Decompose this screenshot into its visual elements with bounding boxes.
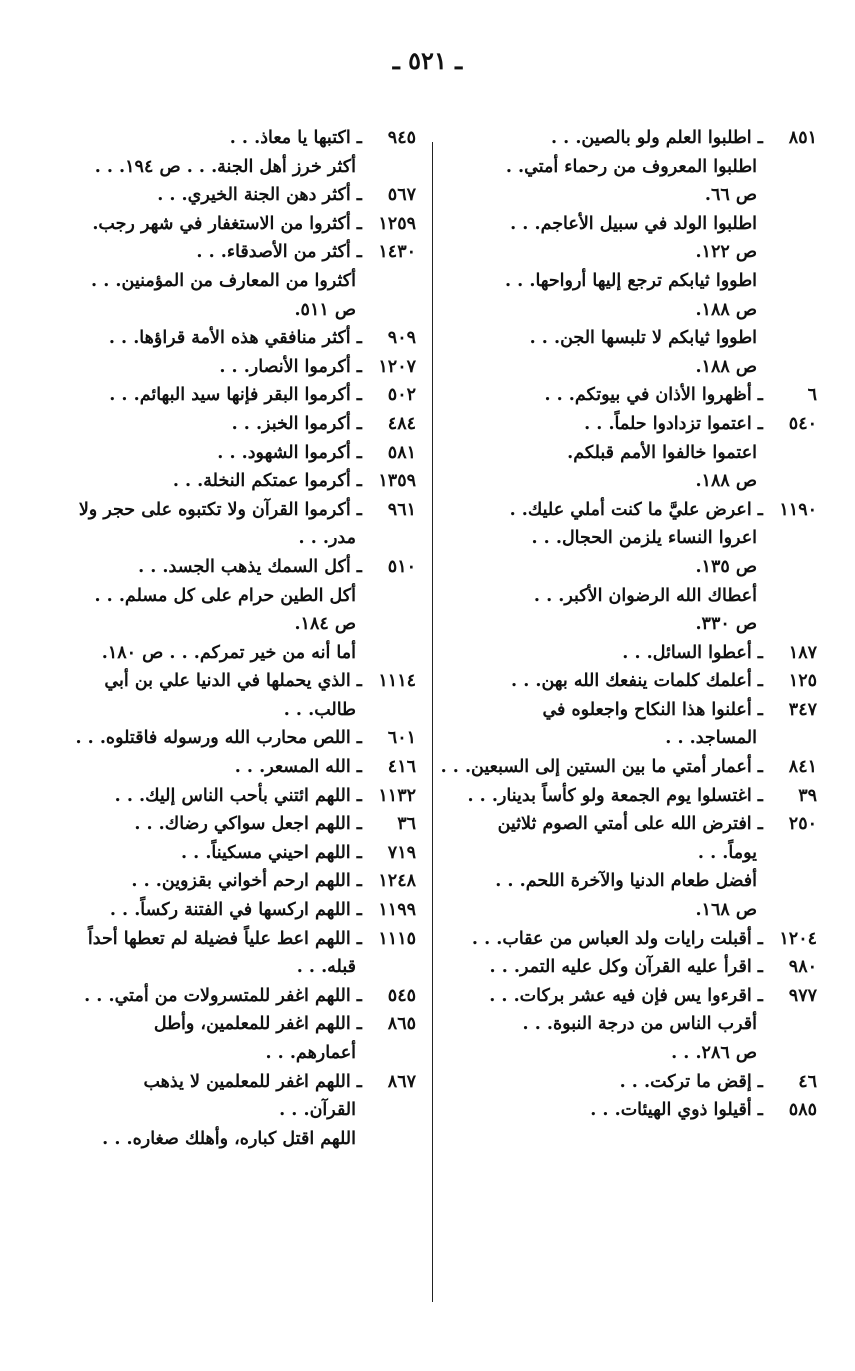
entry-text: ص ١٨٨. [695,471,757,492]
entry-text: ـ أقبلت رايات ولد العباس من عقاب. . . [471,928,763,949]
entry-text: ـ أقيلوا ذوي الهيئات. . . [590,1100,763,1121]
entry-number: ٨٦٧ [387,1071,416,1092]
right-column [439,124,817,1125]
index-subentry [439,210,817,239]
index-entry [38,553,416,582]
entry-number: ١٢٤٨ [378,871,416,892]
entry-text: ص ١٦٨. [695,900,757,921]
index-subentry [439,610,817,639]
entry-text: أكل الطين حرام على كل مسلم. . . [94,585,356,606]
entry-text: ـ اطلبوا العلم ولو بالصين. . . [550,128,763,148]
entry-number: ٨٤١ [788,757,817,778]
index-entry [38,982,416,1011]
entry-text: ص ١٨٤. [294,614,356,635]
entry-text: أعطاك الله الرضوان الأكبر. . . [533,585,757,606]
entry-number: ١٣٥٩ [378,471,416,492]
entry-text: ـ افترض الله على أمتي الصوم ثلاثين [497,814,763,835]
entry-text: ـ اعرض عليَّ ما كنت أملي عليك. . [509,499,763,520]
index-entry [38,724,416,753]
entry-text: أقرب الناس من درجة النبوة. . . [522,1014,757,1035]
entry-text: ـ اقرأ عليه القرآن وكل عليه التمر. . . [489,957,763,978]
entry-number: ٩٦١ [387,499,416,520]
entry-number: ٨٥١ [788,128,817,148]
index-entry [38,381,416,410]
entry-text: ـ أكرموا الشهود. . . [217,442,362,463]
index-entry-continuation [38,696,416,725]
index-subentry [439,267,817,296]
entry-number: ٥٨٥ [788,1100,817,1121]
entry-text: اطووا ثيابكم لا تلبسها الجن. . . [529,328,757,349]
entry-number: ١١١٥ [378,928,416,949]
entry-number: ٧١٩ [387,842,416,863]
entry-text: ص ٢٨٦. . . [671,1043,757,1063]
index-entry [38,1068,416,1097]
index-subentry [439,353,817,382]
entry-text: اطووا ثيابكم ترجع إليها أرواحها. . . [504,270,757,291]
index-entry [439,782,817,811]
index-entry [38,210,416,239]
entry-number: ٥٠٢ [387,385,416,406]
index-subentry [439,238,817,267]
entry-number: ١٨٧ [788,642,817,663]
entry-text: ـ اللهم احيني مسكيناً. . . [180,842,362,863]
entry-text: ـ اللهم اغفر للمعلمين لا يذهب [143,1071,362,1092]
index-entry [439,1096,817,1125]
index-entry [38,925,416,954]
entry-text: ـ أكرموا البقر فإنها سيد البهائم. . . [109,385,362,406]
index-subentry [439,467,817,496]
entry-number: ٥٨١ [387,442,416,463]
entry-text: ـ اقرءوا يس فإن فيه عشر بركات. . . [489,985,763,1006]
entry-number: ٢٥٠ [788,814,817,835]
entry-text: ص ٣٣٠. [695,614,757,635]
entry-number: ٥٤٥ [387,985,416,1006]
entry-text: ـ أكرموا الخبز. . . [231,413,362,434]
entry-text: ـ أكثر من الأصدقاء. . . [196,242,362,263]
index-subentry [38,267,416,296]
entry-text: ـ اللهم اركسها في الفتنة ركساً. . . [109,900,362,921]
index-entry [38,238,416,267]
index-entry [38,467,416,496]
entry-text: أعمارهم. . . [265,1043,356,1063]
index-entry [439,124,817,153]
index-entry-continuation [439,724,817,753]
entry-text: ص ١٨٨. [695,299,757,320]
entry-text: أكثر خرز أهل الجنة. . . ص ١٩٤. . . [94,156,356,177]
entry-text: اطلبوا المعروف من رحماء أمتي. . [505,156,757,177]
entry-number: ٤٨٤ [387,413,416,434]
entry-text: طالب. . . [283,699,356,720]
entry-text: اطلبوا الولد في سبيل الأعاجم. . . [510,213,757,234]
entry-number: ٣٤٧ [788,699,817,720]
index-entry [439,696,817,725]
index-entry [38,753,416,782]
entry-text: ـ اللهم اجعل سواكي رضاك. . . [134,814,362,835]
entry-text: مدر. . . [298,528,356,549]
index-entry [38,896,416,925]
entry-text: ص ٥١١. [294,299,356,320]
entry-text: ـ اللهم ائتني بأحب الناس إليك. . . [114,785,362,806]
index-subentry [439,1039,817,1068]
index-entry [38,439,416,468]
entry-number: ٤١٦ [387,757,416,778]
entry-number: ٩٧٧ [788,985,817,1006]
index-entry [38,496,416,525]
entry-number: ١١١٤ [378,671,416,692]
page-number: ـ ٥٢١ ـ [392,46,463,75]
index-entry [439,410,817,439]
index-entry [439,496,817,525]
index-entry [439,925,817,954]
index-entry [439,381,817,410]
entry-number: ٥٤٠ [788,413,817,434]
entry-text: القرآن. . . [279,1100,356,1121]
column-divider [432,142,433,1302]
index-subentry [439,181,817,210]
index-entry-continuation [38,524,416,553]
index-subentry [439,524,817,553]
index-entry [439,810,817,839]
entry-text: ص ١٨٨. [695,356,757,377]
index-subentry [38,1125,416,1154]
index-entry [38,1010,416,1039]
entry-text: اعتموا خالفوا الأمم قبلكم. [567,442,757,463]
entry-text: ـ أعمار أمتي ما بين الستين إلى السبعين. . . [440,757,763,778]
index-subentry [439,296,817,325]
entry-number: ١٢٥ [788,671,817,692]
index-subentry [38,639,416,668]
entry-text: أكثروا من المعارف من المؤمنين. . . [91,270,356,291]
index-subentry [38,582,416,611]
index-subentry [38,610,416,639]
index-entry [439,753,817,782]
entry-text: ـ أكل السمك يذهب الجسد. . . [138,556,362,577]
entry-number: ٦ [807,385,817,406]
entry-number: ٥١٠ [387,556,416,577]
index-entry [38,867,416,896]
index-entry-continuation [38,953,416,982]
index-entry [439,667,817,696]
entry-text: المساجد. . . [665,728,757,749]
entry-number: ٥٦٧ [387,185,416,206]
entry-text: ـ أكثروا من الاستغفار في شهر رجب. [92,213,362,234]
entry-number: ٩٠٩ [387,328,416,349]
entry-text: ـ الله المسعر. . . [234,757,362,778]
entry-text: اعروا النساء يلزمن الحجال. . . [531,528,757,549]
entry-text: ـ أظهروا الأذان في بيوتكم. . . [544,385,763,406]
index-subentry [439,582,817,611]
index-entry [38,810,416,839]
entry-text: ـ اللهم ارحم أخواني بقزوين. . . [131,871,362,892]
index-subentry [439,867,817,896]
entry-number: ١٢٠٤ [779,928,817,949]
entry-number: ٨٦٥ [387,1014,416,1035]
entry-text: ـ الذي يحملها في الدنيا علي بن أبي [104,671,362,692]
entry-number: ١١٩٩ [378,900,416,921]
entry-text: ص ٦٦. [704,185,757,206]
index-entry [439,1068,817,1097]
entry-text: ـ اللص محارب الله ورسوله فاقتلوه. . . [75,728,362,749]
index-subentry [439,896,817,925]
entry-number: ١١٣٢ [378,785,416,806]
index-entry-continuation [38,1096,416,1125]
entry-text: ـ اللهم اغفر للمتسرولات من أمتي. . . [84,985,362,1006]
index-subentry [38,296,416,325]
entry-number: ٩٨٠ [788,957,817,978]
index-subentry [439,439,817,468]
entry-text: قبله. . . [296,957,356,978]
entry-text: ـ أكثر منافقي هذه الأمة قراؤها. . . [108,328,362,349]
index-entry [38,124,416,153]
left-column [38,124,416,1153]
entry-number: ٣٩ [798,785,817,806]
index-subentry [439,1010,817,1039]
entry-text: ـ أعطوا السائل. . . [622,642,763,663]
entry-text: ص ١٢٢. [695,242,757,263]
entry-number: ٣٦ [397,814,416,835]
entry-number: ١٢٥٩ [378,213,416,234]
entry-text: ـ اللهم اعط علياً فضيلة لم تعطها أحداً [87,928,362,949]
index-entry-continuation [38,1039,416,1068]
index-entry-continuation [439,839,817,868]
entry-text: يوماً. . . [697,842,757,863]
index-entry [439,982,817,1011]
entry-text: أفضل طعام الدنيا والآخرة اللحم. . . [495,871,757,892]
entry-text: ـ أعلمك كلمات ينفعك الله بهن. . . [511,671,763,692]
index-entry [439,953,817,982]
entry-text: ـ اعتموا تزدادوا حلماً. . . [584,413,763,434]
entry-number: ٦٠١ [387,728,416,749]
index-entry [439,639,817,668]
entry-text: اللهم اقتل كباره، وأهلك صغاره. . . [102,1128,356,1149]
entry-text: ـ اغتسلوا يوم الجمعة ولو كأساً بدينار. . . [467,785,763,806]
index-entry [38,782,416,811]
index-entry [38,410,416,439]
index-entry [38,839,416,868]
index-subentry [38,153,416,182]
entry-text: ـ أعلنوا هذا النكاح واجعلوه في [542,699,763,720]
entry-text: ـ أكرموا عمتكم النخلة. . . [172,471,362,492]
index-entry [38,353,416,382]
entry-text: ـ أكرموا الأنصار. . . [219,356,362,377]
index-entry [38,181,416,210]
index-subentry [439,153,817,182]
entry-text: ـ أكثر دهن الجنة الخيري. . . [157,185,362,206]
entry-text: أما أنه من خير تمركم. . . ص ١٨٠. [101,642,356,663]
index-subentry [439,324,817,353]
entry-number: ٤٦ [798,1071,817,1092]
entry-text: ـ اللهم اغفر للمعلمين، وأطل [153,1014,362,1035]
index-entry [38,324,416,353]
entry-text: ص ١٣٥. [695,556,757,577]
entry-number: ٩٤٥ [387,128,416,148]
index-entry [38,667,416,696]
entry-text: ـ اكتبها يا معاذ. . . [229,128,362,148]
entry-text: ـ أكرموا القرآن ولا تكتبوه على حجر ولا [78,499,362,520]
index-subentry [439,553,817,582]
entry-number: ١٢٠٧ [378,356,416,377]
entry-text: ـ إقض ما تركت. . . [619,1071,763,1092]
entry-number: ١٤٣٠ [378,242,416,263]
entry-number: ١١٩٠ [779,499,817,520]
